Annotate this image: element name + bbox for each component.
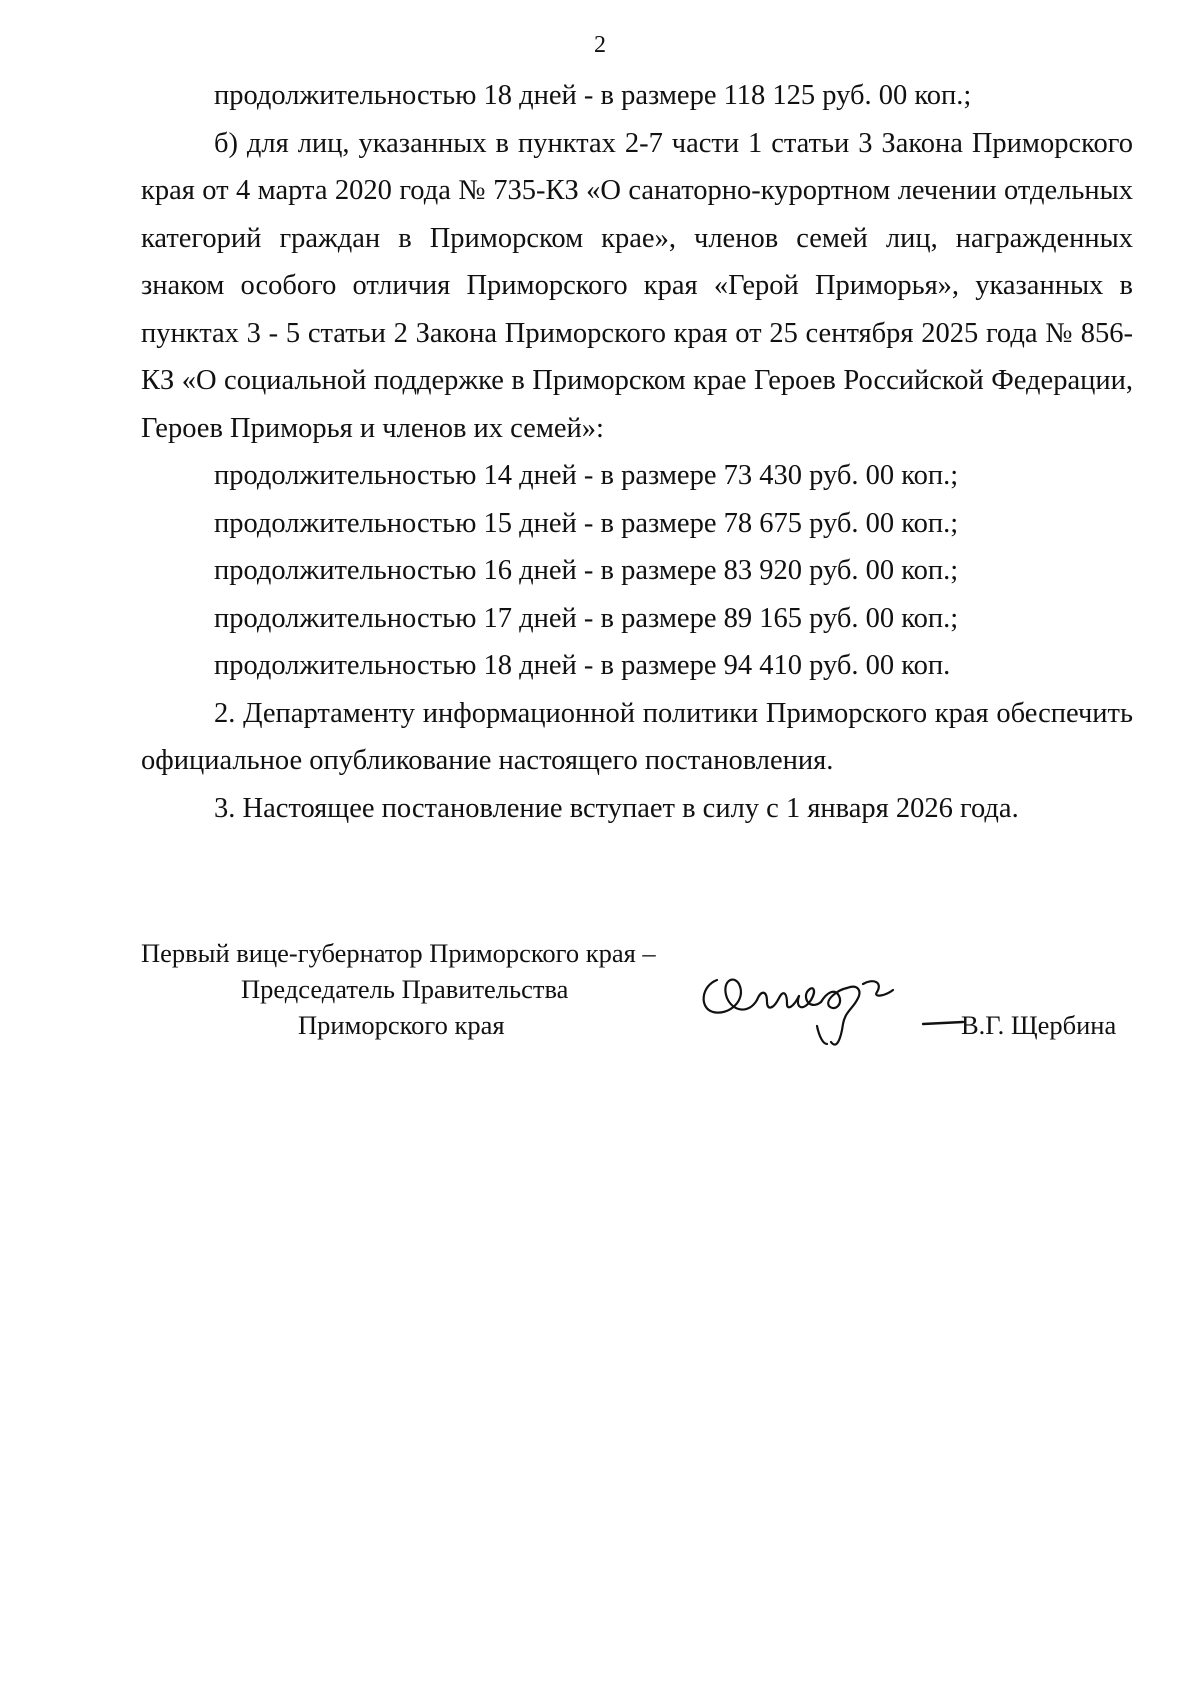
paragraph-amount-15-days: продолжительностью 15 дней - в размере 78 675 руб. 00 коп.; — [214, 507, 959, 539]
paragraph-amount-17-days: продолжительностью 17 дней - в размере 89 165 руб. 00 коп.; — [214, 602, 959, 634]
page-number: 2 — [594, 32, 606, 58]
paragraph-amount-18-days-b: продолжительностью 18 дней - в размере 94 410 руб. 00 коп. — [214, 650, 951, 681]
signature-block — [141, 936, 1141, 1076]
paragraph-clause-b: б) для лиц, указанных в пунктах 2-7 части 1 статьи 3 Закона Приморского края от 4 марта 2020 года № 735-КЗ «О санаторно-курортном лечении отдельных категорий граждан в Приморском крае», членов семей лиц, награжденных знаком особого отличия Приморского края «Герой Приморья», указанных в пунктах 3 - 5 статьи 2 Закона Приморского края от 25 сентября 2025 года № 856-КЗ «О социальной поддержке в Приморском крае Героев Российской Федерации, Героев Приморья и членов их семей»: — [141, 127, 1133, 444]
signature-name-dash — [921, 1018, 965, 1028]
paragraph-amount-16-days: продолжительностью 16 дней - в размере 83 920 руб. 00 коп.; — [214, 555, 959, 586]
paragraph-clause-3: 3. Настоящее постановление вступает в силу с 1 января 2026 года. — [214, 792, 1019, 824]
paragraph-amount-14-days: продолжительностью 14 дней - в размере 73 430 руб. 00 коп.; — [214, 460, 959, 491]
signatory-title-line2: Председатель Правительства — [241, 974, 569, 1004]
document-body — [141, 72, 1133, 832]
paragraph-amount-18-days-a: продолжительностью 18 дней - в размере 118 125 руб. 00 коп.; — [214, 80, 972, 111]
signatory-title-line1: Первый вице-губернатор Приморского края – — [141, 938, 656, 968]
signatory-title-line3: Приморского края — [298, 1010, 505, 1040]
signatory-name: В.Г. Щербина — [961, 1010, 1117, 1040]
handwritten-signature — [687, 960, 927, 1070]
paragraph-clause-2: 2. Департаменту информационной политики Приморского края обеспечить официальное опубликование настоящего постановления. — [141, 697, 1133, 776]
